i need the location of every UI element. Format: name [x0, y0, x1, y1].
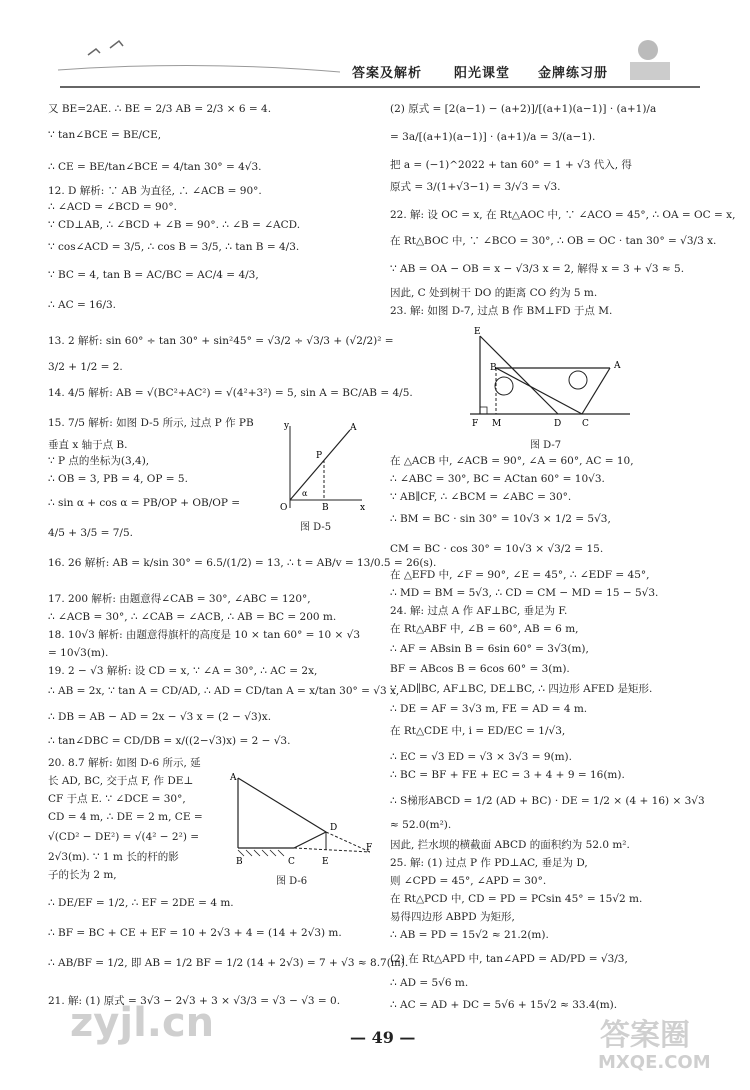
left-line: ∴ AB = 2x, ∵ tan A = CD/AD, ∴ AD = CD/tan A = x/tan 30° = √3 x,: [48, 685, 400, 697]
left-line: 17. 200 解析: 由题意得∠CAB = 30°, ∠ABC = 120°,: [48, 593, 311, 605]
left-line: √(CD² − DE²) = √(4² − 2²) =: [48, 831, 200, 843]
left-line: 15. 7/5 解析: 如图 D-5 所示, 过点 P 作 PB: [48, 417, 254, 429]
watermark-left: zyjl.cn: [70, 1000, 215, 1046]
left-line: 16. 26 解析: AB = k/sin 30° = 6.5/(1/2) = 13, ∴ t = AB/v = 13/0.5 = 26(s).: [48, 557, 437, 569]
fig-label: A: [614, 361, 621, 371]
left-line: ∵ tan∠BCE = BE/CE,: [48, 129, 162, 141]
header-decoration: [0, 0, 750, 96]
left-line: 19. 2 − √3 解析: 设 CD = x, ∵ ∠A = 30°, ∴ AC = 2x,: [48, 665, 318, 677]
right-line: 则 ∠CPD = 45°, ∠APD = 30°.: [390, 875, 547, 887]
right-line: = 3a/[(a+1)(a−1)] · (a+1)/a = 3/(a−1).: [390, 131, 596, 143]
right-line: ∵ AB = OA − OB = x − √3/3 x = 2, 解得 x = 3 + √3 ≈ 5.: [390, 263, 685, 275]
left-line: 又 BE=2AE. ∴ BE = 2/3 AB = 2/3 × 6 = 4.: [48, 103, 272, 115]
left-line: ∴ BF = BC + CE + EF = 10 + 2√3 + 4 = (14 + 2√3) m.: [48, 927, 342, 939]
figure-d6-caption: 图 D-6: [276, 876, 308, 887]
left-line: ∴ sin α + cos α = PB/OP + OB/OP =: [48, 497, 241, 509]
left-line: 12. D 解析: ∵ AB 为直径, ∴ ∠ACB = 90°.: [48, 185, 262, 197]
left-line: ∴ tan∠DBC = CD/DB = x/((2−√3)x) = 2 − √3.: [48, 735, 291, 747]
right-line: 25. 解: (1) 过点 P 作 PD⊥AC, 垂足为 D,: [390, 857, 588, 869]
fig-label: B: [236, 857, 243, 867]
right-line: ∴ EC = √3 ED = √3 × 3√3 = 9(m).: [390, 751, 572, 763]
left-line: = 10√3(m).: [48, 647, 109, 659]
right-line: CM = BC · cos 30° = 10√3 × √3/2 = 15.: [390, 543, 604, 555]
right-line: ∴ MD = BM = 5√3, ∴ CD = CM − MD = 15 − 5√3.: [390, 587, 659, 599]
right-line: 在 Rt△BOC 中, ∵ ∠BCO = 30°, ∴ OB = OC · tan 30° = √3/3 x.: [390, 235, 717, 247]
bird-icon: [88, 41, 123, 55]
fig-label: y: [284, 421, 290, 431]
page-header: [0, 0, 750, 96]
figure-d5-caption: 图 D-5: [300, 522, 332, 533]
left-line: ∴ AC = 16/3.: [48, 299, 117, 311]
right-line: 在 △ACB 中, ∠ACB = 90°, ∠A = 60°, AC = 10,: [390, 455, 634, 467]
left-line: 3/2 + 1/2 = 2.: [48, 361, 123, 373]
left-line: 14. 4/5 解析: AB = √(BC²+AC²) = √(4²+3²) = 5, sin A = BC/AB = 4/5.: [48, 387, 413, 399]
right-line: 在 Rt△CDE 中, i = ED/EC = 1/√3,: [390, 725, 566, 737]
left-line: 子的长为 2 m,: [48, 869, 117, 881]
header-title-series: 阳光课堂: [454, 66, 511, 81]
header-rule: [60, 86, 700, 88]
right-line: 24. 解: 过点 A 作 AF⊥BC, 垂足为 F.: [390, 605, 568, 617]
left-line: 4/5 + 3/5 = 7/5.: [48, 527, 133, 539]
right-line: 原式 = 3/(1+√3−1) = 3/√3 = √3.: [390, 181, 561, 193]
right-line: ∴ AF = ABsin B = 6sin 60° = 3√3(m),: [390, 643, 589, 655]
fig-label: D: [330, 823, 338, 833]
left-line: ∵ cos∠ACD = 3/5, ∴ cos B = 3/5, ∴ tan B = 4/3.: [48, 241, 300, 253]
right-line: 22. 解: 设 OC = x, 在 Rt△AOC 中, ∵ ∠ACO = 45°, ∴ OA = OC = x,: [390, 209, 736, 221]
left-line: ∴ CE = BE/tan∠BCE = 4/tan 30° = 4√3.: [48, 161, 262, 173]
left-line: ∵ CD⊥AB, ∴ ∠BCD + ∠B = 90°. ∴ ∠B = ∠ACD.: [48, 219, 301, 231]
right-line: BF = ABcos B = 6cos 60° = 3(m).: [390, 663, 570, 675]
left-line: ∴ DE/EF = 1/2, ∴ EF = 2DE = 4 m.: [48, 897, 234, 909]
fig-label: A: [350, 423, 357, 433]
figure-d5: [262, 418, 372, 528]
right-line: 在 Rt△PCD 中, CD = PD = PCsin 45° = 15√2 m.: [390, 893, 643, 905]
left-line: CD = 4 m, ∴ DE = 2 m, CE =: [48, 811, 203, 823]
fig-label: D: [554, 419, 562, 429]
right-line: ∴ AB = PD = 15√2 ≈ 21.2(m).: [390, 929, 549, 941]
fig-label: x: [360, 503, 366, 513]
fig-label: E: [322, 857, 329, 867]
right-line: ≈ 52.0(m²).: [390, 819, 452, 831]
left-line: 垂直 x 轴于点 B.: [48, 439, 128, 451]
right-line: 易得四边形 ABPD 为矩形,: [390, 911, 515, 923]
left-line: CF 于点 E. ∵ ∠DCE = 30°,: [48, 793, 186, 805]
right-line: 因此, 拦水坝的横截面 ABCD 的面积约为 52.0 m².: [390, 839, 630, 851]
page-number: — 49 —: [350, 1028, 416, 1047]
right-line: 在 Rt△ABF 中, ∠B = 60°, AB = 6 m,: [390, 623, 579, 635]
left-line: ∴ OB = 3, PB = 4, OP = 5.: [48, 473, 188, 485]
fig-label: α: [302, 489, 308, 498]
right-line: ∴ BM = BC · sin 30° = 10√3 × 1/2 = 5√3,: [390, 513, 611, 525]
figure-d7: [460, 322, 640, 432]
figure-d7-caption: 图 D-7: [530, 440, 562, 451]
left-line: ∴ DB = AB − AD = 2x − √3 x = (2 − √3)x.: [48, 711, 272, 723]
left-line: ∵ P 点的坐标为(3,4),: [48, 455, 150, 467]
globe-icon: [638, 40, 658, 60]
right-line: 在 △EFD 中, ∠F = 90°, ∠E = 45°, ∴ ∠EDF = 45°,: [390, 569, 650, 581]
right-line: ∴ BC = BF + FE + EC = 3 + 4 + 9 = 16(m).: [390, 769, 625, 781]
fig-label: P: [316, 451, 323, 461]
right-line: (2) 原式 = [2(a−1) − (a+2)]/[(a+1)(a−1)] · (a+1)/a: [390, 103, 657, 115]
fig-label: A: [230, 773, 237, 783]
fig-label: F: [472, 419, 479, 429]
fig-label: C: [582, 419, 589, 429]
left-line: ∵ BC = 4, tan B = AC/BC = AC/4 = 4/3,: [48, 269, 259, 281]
figure-d6: [228, 770, 378, 870]
left-line: 21. 解: (1) 原式 = 3√3 − 2√3 + 3 × √3/3 = √3 − √3 = 0.: [48, 995, 341, 1007]
fig-label: F: [366, 843, 373, 853]
right-line: 23. 解: 如图 D-7, 过点 B 作 BM⊥FD 于点 M.: [390, 305, 613, 317]
left-line: ∴ ∠ACB = 30°, ∴ ∠CAB = ∠ACB, ∴ AB = BC = 200 m.: [48, 611, 337, 623]
right-line: ∴ S梯形ABCD = 1/2 (AD + BC) · DE = 1/2 × (4 + 16) × 3√3: [390, 795, 705, 807]
fig-label: O: [280, 503, 288, 513]
left-line: 20. 8.7 解析: 如图 D-6 所示, 延: [48, 757, 201, 769]
right-line: ∴ DE = AF = 3√3 m, FE = AD = 4 m.: [390, 703, 588, 715]
left-line: 2√3(m). ∵ 1 m 长的杆的影: [48, 851, 179, 863]
left-line: ∴ AB/BF = 1/2, 即 AB = 1/2 BF = 1/2 (14 + 2√3) = 7 + √3 ≈ 8.7(m).: [48, 957, 409, 969]
fig-label: B: [322, 503, 329, 513]
watermark-right-sub: MXQE.COM: [598, 1052, 711, 1073]
header-title-book: 金牌练习册: [538, 66, 609, 81]
left-line: 18. 10√3 解析: 由题意得旗杆的高度是 10 × tan 60° = 10 × √3: [48, 629, 361, 641]
fig-label: M: [492, 419, 502, 429]
right-line: 把 a = (−1)^2022 + tan 60° = 1 + √3 代入, 得: [390, 159, 632, 171]
fig-label: E: [474, 327, 481, 337]
header-title-answers: 答案及解析: [352, 66, 423, 81]
left-line: ∴ ∠ACD = ∠BCD = 90°.: [48, 201, 177, 213]
watermark-right: 答案圈: [600, 1018, 690, 1053]
right-line: ∵ AD∥BC, AF⊥BC, DE⊥BC, ∴ 四边形 AFED 是矩形.: [390, 683, 653, 695]
right-line: 因此, C 处到树干 DO 的距离 CO 约为 5 m.: [390, 287, 598, 299]
right-line: ∴ ∠ABC = 30°, BC = ACtan 60° = 10√3.: [390, 473, 605, 485]
right-line: ∵ AB∥CF, ∴ ∠BCM = ∠ABC = 30°.: [390, 491, 572, 503]
left-line: 长 AD, BC, 交于点 F, 作 DE⊥: [48, 775, 194, 787]
fig-label: C: [288, 857, 295, 867]
fig-label: B: [490, 363, 497, 373]
right-line: (2) 在 Rt△APD 中, tan∠APD = AD/PD = √3/3,: [390, 953, 628, 965]
right-line: ∴ AD = 5√6 m.: [390, 977, 469, 989]
left-line: 13. 2 解析: sin 60° ÷ tan 30° + sin²45° = √3/2 ÷ √3/3 + (√2/2)² =: [48, 335, 394, 347]
right-line: ∴ AC = AD + DC = 5√6 + 15√2 ≈ 33.4(m).: [390, 999, 618, 1011]
